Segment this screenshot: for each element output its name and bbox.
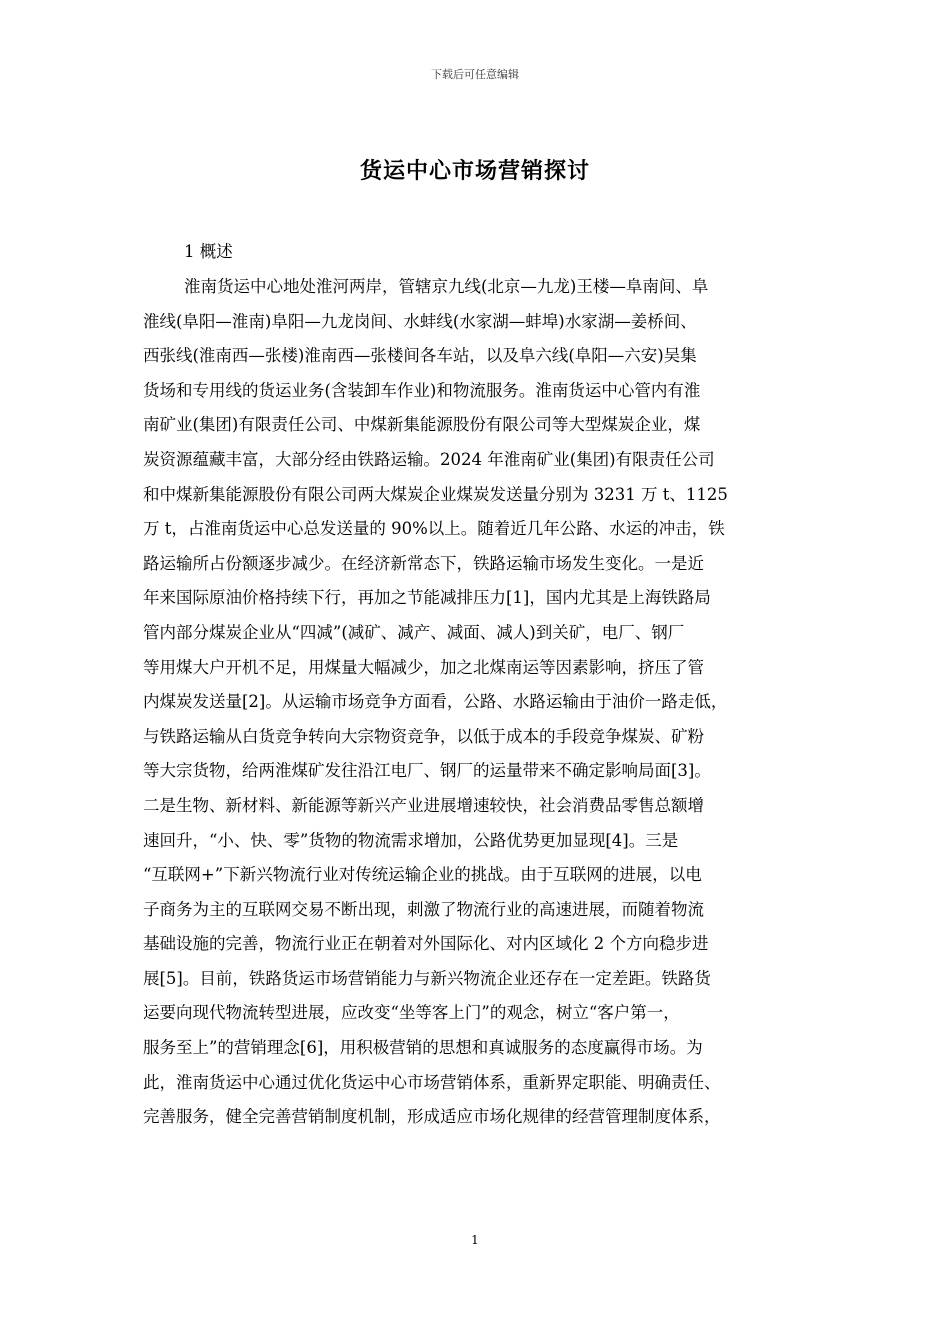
page-number: 1	[471, 1233, 479, 1247]
document-title: 货运中心市场营销探讨	[359, 158, 590, 184]
paragraph-line: 南矿业(集团)有限责任公司、中煤新集能源股份有限公司等大型煤炭企业，煤	[143, 415, 701, 435]
paragraph-line: 此，淮南货运中心通过优化货运中心市场营销体系，重新界定职能、明确责任、	[143, 1072, 721, 1092]
paragraph-line: 路运输所占份额逐步减少。在经济新常态下，铁路运输市场发生变化。一是近	[143, 553, 704, 573]
paragraph-line: 子商务为主的互联网交易不断出现，刺激了物流行业的高速进展，而随着物流	[143, 899, 704, 919]
paragraph-line: 和中煤新集能源股份有限公司两大煤炭企业煤炭发送量分别为 3231 万 t、1125	[143, 484, 728, 504]
paragraph-line: 展[5]。目前，铁路货运市场营销能力与新兴物流企业还存在一定差距。铁路货	[143, 968, 711, 988]
paragraph-line: 内煤炭发送量[2]。从运输市场竞争方面看，公路、水路运输由于油价一路走低，	[143, 692, 728, 712]
paragraph-line: 炭资源蕴藏丰富，大部分经由铁路运输。2024 年淮南矿业(集团)有限责任公司	[143, 449, 715, 469]
paragraph-line: “互联网+”下新兴物流行业对传统运输企业的挑战。由于互联网的进展，以电	[143, 865, 702, 885]
paragraph-line: 等大宗货物，给两淮煤矿发往沿江电厂、钢厂的运量带来不确定影响局面[3]。	[143, 761, 711, 781]
paragraph-line: 淮南货运中心地处淮河两岸，管辖京九线(北京—九龙)王楼—阜南间、阜	[184, 277, 709, 296]
paragraph-line: 服务至上”的营销理念[6]，用积极营销的思想和真诚服务的态度赢得市场。为	[143, 1038, 703, 1058]
paragraph-line: 完善服务，健全完善营销制度机制，形成适应市场化规律的经营管理制度体系，	[143, 1107, 721, 1127]
paragraph-line: 速回升，“小、快、零”货物的物流需求增加，公路优势更加显现[4]。三是	[143, 830, 679, 850]
paragraph-line: 等用煤大户开机不足，用煤量大幅减少，加之北煤南运等因素影响，挤压了管	[143, 657, 704, 677]
page-header-note: 下载后可任意编辑	[431, 68, 519, 81]
paragraph-line: 管内部分煤炭企业从“四减”(减矿、减产、减面、减人)到关矿，电厂、钢厂	[143, 622, 685, 642]
paragraph-line: 二是生物、新材料、新能源等新兴产业进展增速较快，社会消费品零售总额增	[143, 795, 704, 815]
paragraph-line: 西张线(淮南西—张楼)淮南西—张楼间各车站，以及阜六线(阜阳—六安)吴集	[143, 346, 697, 366]
paragraph-line: 货场和专用线的货运业务(含装卸车作业)和物流服务。淮南货运中心管内有淮	[143, 380, 701, 400]
body-paragraph	[143, 270, 811, 1135]
paragraph-line: 年来国际原油价格持续下行，再加之节能减排压力[1]，国内尤其是上海铁路局	[143, 588, 711, 608]
paragraph-line: 万 t，占淮南货运中心总发送量的 90%以上。随着近几年公路、水运的冲击，铁	[143, 519, 725, 539]
paragraph-line: 与铁路运输从白货竞争转向大宗物资竞争，以低于成本的手段竞争煤炭、矿粉	[143, 726, 704, 746]
section-heading: 1 概述	[184, 242, 233, 261]
paragraph-line: 基础设施的完善，物流行业正在朝着对外国际化、对内区域化 2 个方向稳步进	[143, 934, 709, 954]
paragraph-line: 淮线(阜阳—淮南)阜阳—九龙岗间、水蚌线(水家湖—蚌埠)水家湖—姜桥间、	[143, 311, 697, 331]
paragraph-line: 运要向现代物流转型进展，应改变“坐等客上门”的观念，树立“客户第一，	[143, 1003, 680, 1023]
